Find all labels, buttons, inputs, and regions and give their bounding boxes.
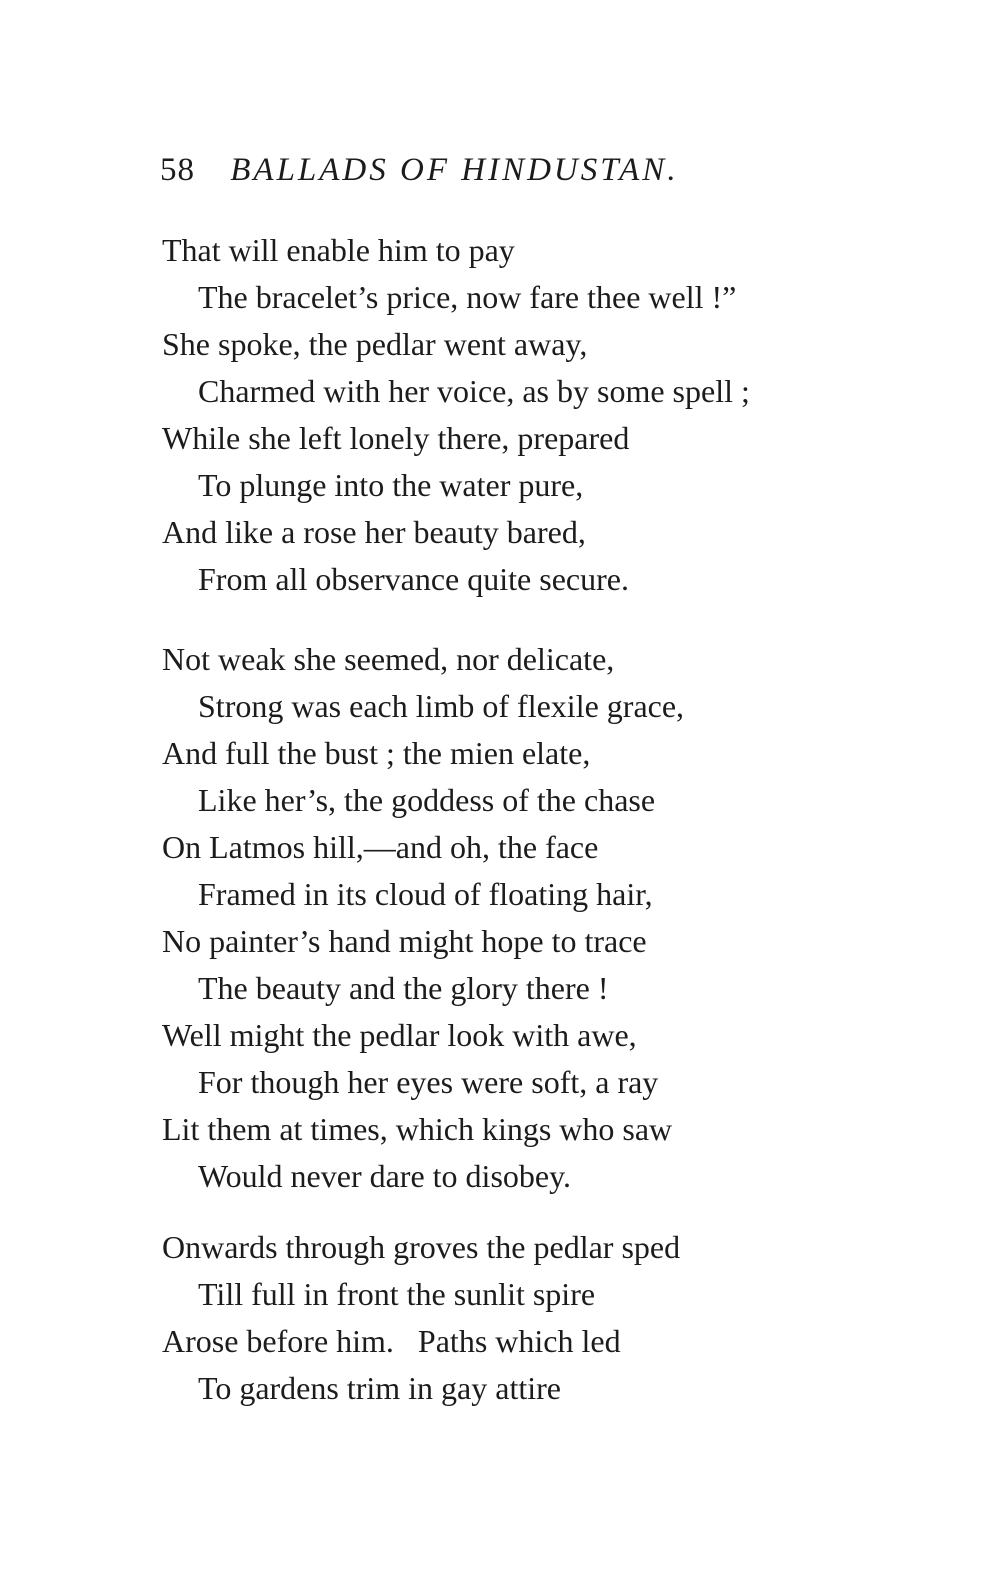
verse-line: That will enable him to pay xyxy=(162,232,515,268)
verse-line: From all observance quite secure. xyxy=(198,561,629,597)
verse-line: And like a rose her beauty bared, xyxy=(162,514,586,550)
stanza-2 xyxy=(162,636,684,1200)
verse-line: Charmed with her voice, as by some spell ; xyxy=(198,373,750,409)
verse-line: Well might the pedlar look with awe, xyxy=(162,1017,637,1053)
verse-line: She spoke, the pedlar went away, xyxy=(162,326,588,362)
verse-line: The bracelet’s price, now fare thee well !” xyxy=(198,279,737,315)
verse-line: For though her eyes were soft, a ray xyxy=(198,1064,659,1100)
verse-line: And full the bust ; the mien elate, xyxy=(162,735,591,771)
page-number: 58 xyxy=(160,152,195,188)
verse-line: While she left lonely there, prepared xyxy=(162,420,630,456)
verse-line: To plunge into the water pure, xyxy=(198,467,584,503)
verse-line: No painter’s hand might hope to trace xyxy=(162,923,647,959)
running-title: BALLADS OF HINDUSTAN. xyxy=(230,152,679,188)
verse-line: Framed in its cloud of floating hair, xyxy=(198,876,653,912)
verse-line: Like her’s, the goddess of the chase xyxy=(198,782,656,818)
verse-line: On Latmos hill,—and oh, the face xyxy=(162,829,599,865)
stanza-1 xyxy=(162,227,750,603)
verse-line: Lit them at times, which kings who saw xyxy=(162,1111,673,1147)
verse-line: Strong was each limb of flexile grace, xyxy=(198,688,685,724)
verse-line: Till full in front the sunlit spire xyxy=(198,1276,596,1312)
verse-line: Would never dare to disobey. xyxy=(198,1158,572,1194)
running-head xyxy=(160,152,679,189)
verse-line: Not weak she seemed, nor delicate, xyxy=(162,641,615,677)
stanza-3 xyxy=(162,1224,680,1412)
verse-line: Onwards through groves the pedlar sped xyxy=(162,1229,681,1265)
verse-line: The beauty and the glory there ! xyxy=(198,970,609,1006)
verse-line: To gardens trim in gay attire xyxy=(198,1370,561,1406)
verse-line: Arose before him. Paths which led xyxy=(162,1323,621,1359)
